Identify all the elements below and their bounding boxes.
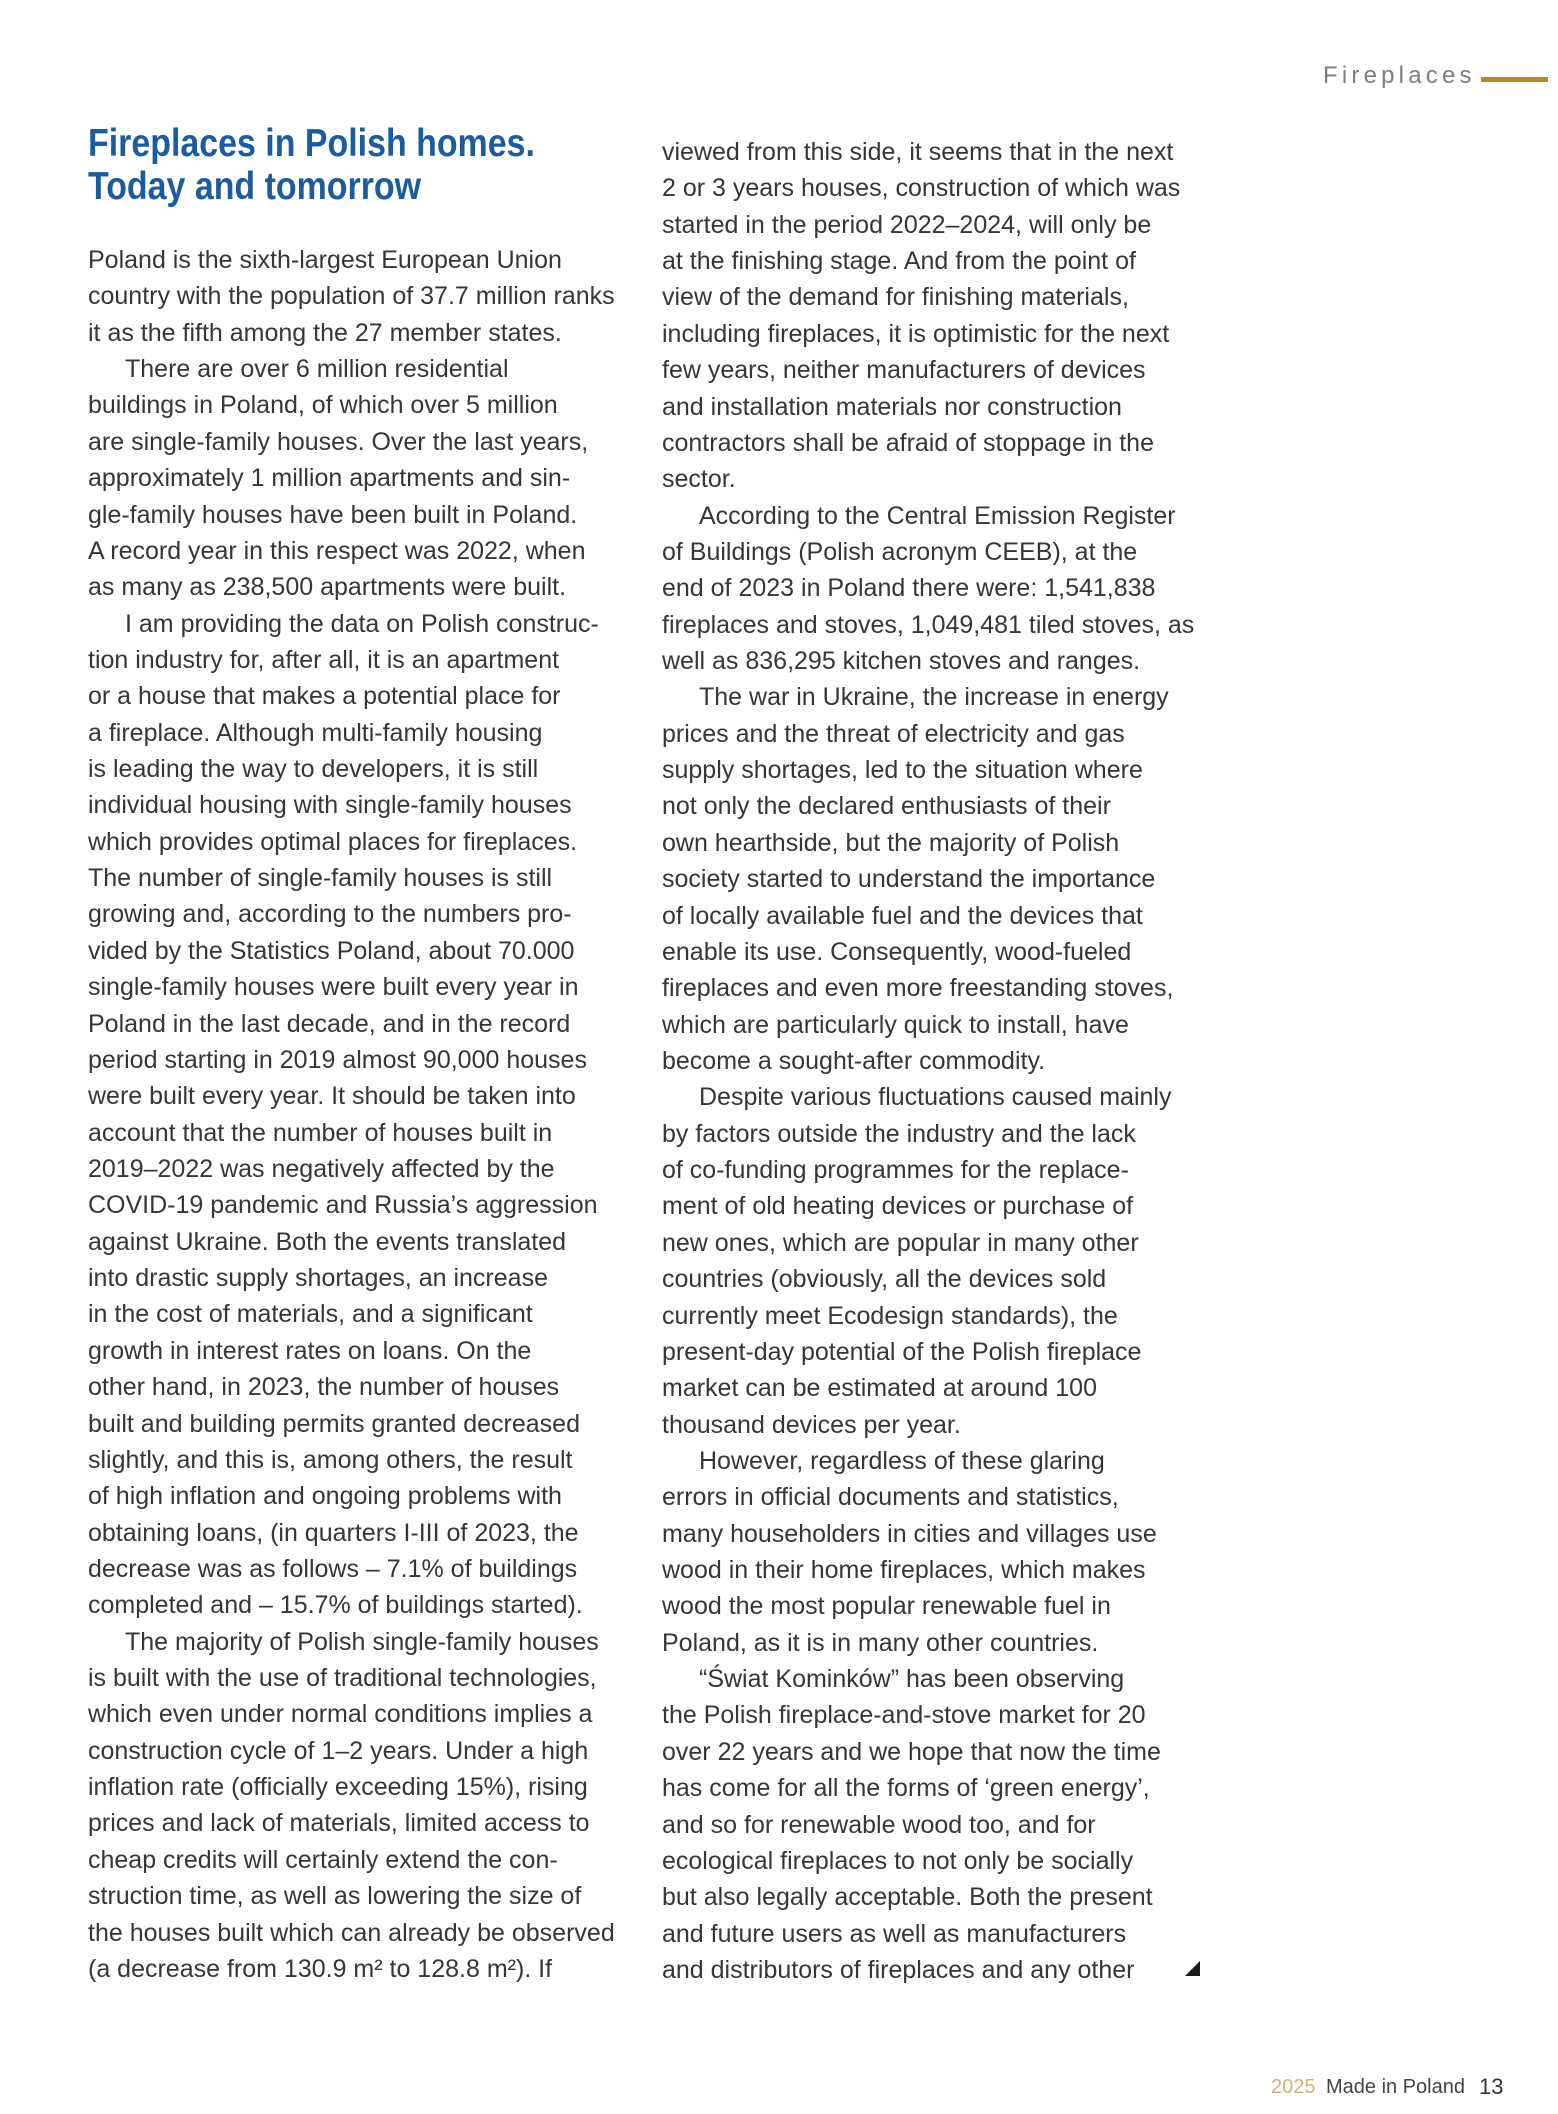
body-text-line: 2 or 3 years houses, construction of which was bbox=[662, 174, 1181, 203]
body-text-line: obtaining loans, (in quarters I-III of 2023, the bbox=[88, 1518, 579, 1547]
body-text-line: wood the most popular renewable fuel in bbox=[662, 1592, 1111, 1621]
body-text-line: few years, neither manufacturers of devices bbox=[662, 356, 1146, 385]
paragraph bbox=[88, 242, 648, 351]
body-text-line: or a house that makes a potential place for bbox=[88, 682, 561, 711]
body-text-line: which are particularly quick to install, have bbox=[662, 1010, 1129, 1039]
body-text-line: errors in official documents and statistics, bbox=[662, 1483, 1119, 1512]
body-text-line: I am providing the data on Polish construc- bbox=[125, 609, 599, 638]
body-text-line: countries (obviously, all the devices sold bbox=[662, 1265, 1107, 1294]
body-text-line: into drastic supply shortages, an increase bbox=[88, 1264, 548, 1293]
footer-year: 2025 bbox=[1271, 2076, 1316, 2098]
body-text-line: viewed from this side, it seems that in the next bbox=[662, 138, 1174, 166]
body-text-line: prices and lack of materials, limited access to bbox=[88, 1809, 590, 1838]
body-text-line: has come for all the forms of ‘green energy’, bbox=[662, 1774, 1150, 1803]
body-text-line: is built with the use of traditional technologies, bbox=[88, 1664, 597, 1693]
body-text-line: a fireplace. Although multi-family housing bbox=[88, 718, 543, 747]
body-text-line: but also legally acceptable. Both the present bbox=[662, 1883, 1153, 1912]
paragraph bbox=[662, 134, 1222, 498]
end-mark-icon bbox=[1185, 1961, 1200, 1976]
body-text-line: Poland is the sixth-largest European Union bbox=[88, 246, 562, 274]
body-text-line: at the finishing stage. And from the point of bbox=[662, 247, 1136, 276]
body-text-line: decrease was as follows – 7.1% of buildings bbox=[88, 1554, 578, 1583]
body-text-line: not only the declared enthusiasts of their bbox=[662, 792, 1111, 821]
body-text-line: well as 836,295 kitchen stoves and ranges. bbox=[662, 647, 1141, 676]
body-text-line: are single-family houses. Over the last years, bbox=[88, 427, 589, 456]
right-text-column bbox=[662, 134, 1222, 1988]
body-text-line: account that the number of houses built in bbox=[88, 1118, 553, 1147]
body-text-line: in the cost of materials, and a significant bbox=[88, 1300, 533, 1329]
page-number: 13 bbox=[1479, 2074, 1504, 2099]
body-text-line: approximately 1 million apartments and sin- bbox=[88, 464, 571, 493]
body-text-line: wood in their home fireplaces, which makes bbox=[662, 1556, 1146, 1585]
body-text-line: which provides optimal places for fireplaces. bbox=[88, 827, 578, 856]
body-text-line: by factors outside the industry and the lack bbox=[662, 1119, 1136, 1148]
body-text-line: 2019–2022 was negatively affected by the bbox=[88, 1154, 555, 1183]
paragraph bbox=[662, 498, 1222, 680]
paragraph bbox=[88, 351, 648, 606]
body-text-line: ment of old heating devices or purchase of bbox=[662, 1192, 1134, 1221]
body-text-line: cheap credits will certainly extend the con- bbox=[88, 1845, 558, 1874]
body-text-line: many householders in cities and villages use bbox=[662, 1519, 1157, 1548]
body-text-line: sector. bbox=[662, 465, 736, 494]
body-text-line: fireplaces and stoves, 1,049,481 tiled stoves, as bbox=[662, 610, 1195, 639]
body-text-line: completed and – 15.7% of buildings started). bbox=[88, 1591, 583, 1620]
body-text-line: it as the fifth among the 27 member states. bbox=[88, 318, 562, 347]
body-text-line: of Buildings (Polish acronym CEEB), at the bbox=[662, 537, 1138, 566]
body-text-line: The number of single-family houses is still bbox=[88, 864, 553, 893]
body-text-line: Despite various fluctuations caused mainly bbox=[699, 1083, 1172, 1112]
body-text-line: as many as 238,500 apartments were built. bbox=[88, 573, 567, 602]
body-text-line: over 22 years and we hope that now the time bbox=[662, 1737, 1161, 1766]
body-text-line: contractors shall be afraid of stoppage in the bbox=[662, 428, 1154, 457]
body-text-line: There are over 6 million residential bbox=[125, 355, 509, 384]
body-text-line: tion industry for, after all, it is an apartment bbox=[88, 645, 560, 674]
body-text-line: were built every year. It should be taken into bbox=[88, 1082, 576, 1111]
body-text-line: individual housing with single-family houses bbox=[88, 791, 572, 820]
body-text-line: new ones, which are popular in many other bbox=[662, 1228, 1139, 1257]
body-text-line: The war in Ukraine, the increase in energy bbox=[699, 683, 1169, 712]
body-text-line: currently meet Ecodesign standards), the bbox=[662, 1301, 1118, 1330]
article-title-line: Fireplaces in Polish homes. bbox=[88, 122, 535, 165]
paragraph bbox=[88, 606, 648, 1624]
body-text-line: present-day potential of the Polish fireplace bbox=[662, 1337, 1142, 1366]
body-text-line: A record year in this respect was 2022, when bbox=[88, 536, 586, 565]
body-text-line: end of 2023 in Poland there were: 1,541,838 bbox=[662, 574, 1156, 603]
body-text-line: other hand, in 2023, the number of houses bbox=[88, 1373, 560, 1402]
body-text-line: view of the demand for finishing materials, bbox=[662, 283, 1129, 312]
body-text-line: growth in interest rates on loans. On the bbox=[88, 1336, 532, 1365]
body-text-line: become a sought-after commodity. bbox=[662, 1046, 1046, 1075]
body-text-line: buildings in Poland, of which over 5 million bbox=[88, 391, 558, 420]
body-text-line: construction cycle of 1–2 years. Under a high bbox=[88, 1736, 589, 1765]
body-text-line: built and building permits granted decreased bbox=[88, 1409, 580, 1438]
body-text-line: growing and, according to the numbers pro- bbox=[88, 900, 572, 929]
body-text-line: and distributors of fireplaces and any other bbox=[662, 1955, 1135, 1984]
body-text-line: However, regardless of these glaring bbox=[699, 1446, 1105, 1475]
body-text-line: against Ukraine. Both the events translated bbox=[88, 1227, 567, 1256]
body-text-line: started in the period 2022–2024, will only be bbox=[662, 210, 1152, 239]
body-text-line: enable its use. Consequently, wood-fueled bbox=[662, 937, 1132, 966]
body-text-line: of high inflation and ongoing problems with bbox=[88, 1482, 562, 1511]
body-text-line: ecological fireplaces to not only be socially bbox=[662, 1846, 1134, 1875]
section-label: Fireplaces bbox=[1323, 62, 1476, 89]
body-text-line: Poland in the last decade, and in the record bbox=[88, 1009, 571, 1038]
footer-publication-name: Made in Poland bbox=[1326, 2076, 1465, 2098]
body-text-line: country with the population of 37.7 million ranks bbox=[88, 282, 615, 311]
section-accent-bar bbox=[1481, 77, 1548, 82]
body-text-line: society started to understand the importance bbox=[662, 865, 1156, 894]
body-text-line: slightly, and this is, among others, the result bbox=[88, 1445, 573, 1474]
body-text-line: and future users as well as manufacturers bbox=[662, 1919, 1127, 1948]
paragraph bbox=[662, 1661, 1222, 1988]
body-text-line: is leading the way to developers, it is still bbox=[88, 755, 539, 784]
body-text-line: market can be estimated at around 100 bbox=[662, 1374, 1097, 1403]
body-text-line: struction time, as well as lowering the size of bbox=[88, 1882, 582, 1911]
body-text-line: (a decrease from 130.9 m² to 128.8 m²). If bbox=[88, 1954, 553, 1983]
article-title-line: Today and tomorrow bbox=[88, 165, 422, 208]
body-text-line: thousand devices per year. bbox=[662, 1410, 961, 1439]
body-text-line: own hearthside, but the majority of Polish bbox=[662, 828, 1120, 857]
body-text-line: of co-funding programmes for the replace- bbox=[662, 1156, 1129, 1185]
body-text-line: COVID-19 pandemic and Russia’s aggression bbox=[88, 1191, 598, 1220]
left-text-column bbox=[88, 242, 648, 1987]
body-text-line: According to the Central Emission Register bbox=[699, 501, 1176, 530]
body-text-line: the Polish fireplace-and-stove market for 20 bbox=[662, 1701, 1146, 1730]
body-text-line: The majority of Polish single-family houses bbox=[125, 1627, 599, 1656]
body-text-line: period starting in 2019 almost 90,000 houses bbox=[88, 1045, 587, 1074]
body-text-line: supply shortages, led to the situation where bbox=[662, 756, 1143, 785]
body-text-line: prices and the threat of electricity and gas bbox=[662, 719, 1125, 748]
body-text-line: and so for renewable wood too, and for bbox=[662, 1810, 1096, 1839]
body-text-line: which even under normal conditions implies a bbox=[88, 1700, 593, 1729]
paragraph bbox=[662, 1443, 1222, 1661]
paragraph bbox=[662, 1079, 1222, 1443]
body-text-line: vided by the Statistics Poland, about 70.000 bbox=[88, 936, 575, 965]
body-text-line: “Świat Kominków” has been observing bbox=[699, 1665, 1125, 1694]
body-text-line: including fireplaces, it is optimistic for the next bbox=[662, 319, 1170, 348]
body-text-line: inflation rate (officially exceeding 15%), rising bbox=[88, 1773, 588, 1802]
body-text-line: gle-family houses have been built in Poland. bbox=[88, 500, 578, 529]
article-title bbox=[88, 122, 602, 208]
body-text-line: of locally available fuel and the devices that bbox=[662, 901, 1143, 930]
paragraph bbox=[662, 679, 1222, 1079]
body-text-line: fireplaces and even more freestanding stoves, bbox=[662, 974, 1174, 1003]
body-text-line: and installation materials nor construction bbox=[662, 392, 1122, 421]
paragraph bbox=[88, 1624, 648, 1988]
body-text-line: the houses built which can already be observed bbox=[88, 1918, 615, 1947]
body-text-line: Poland, as it is in many other countries. bbox=[662, 1628, 1099, 1657]
body-text-line: single-family houses were built every year in bbox=[88, 973, 579, 1002]
